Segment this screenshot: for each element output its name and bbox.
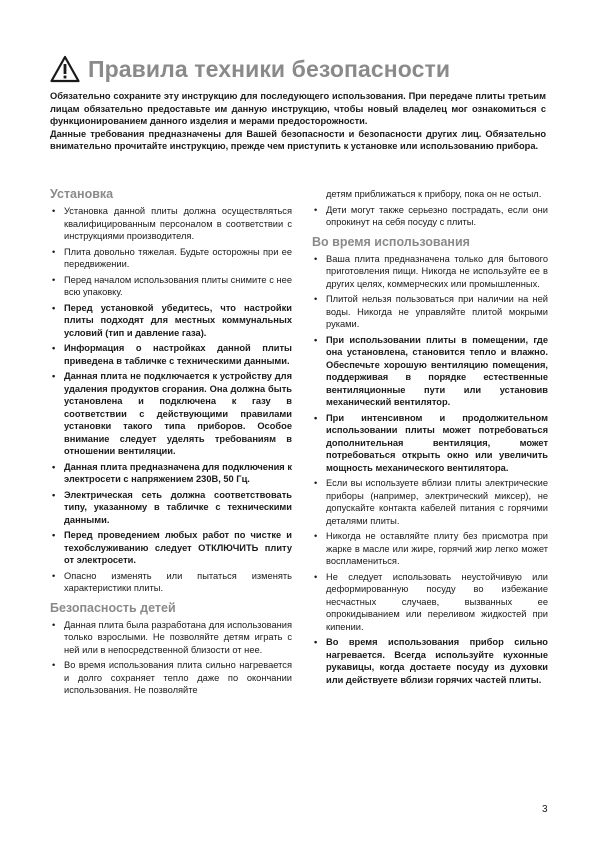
installation-list bbox=[50, 205, 292, 595]
list-item: • При интенсивном и продолжительном использовании плиты может потребоваться дополнительная вентиляция, может потребоваться открыть окно или увеличить мощность механического вентилятора. bbox=[312, 412, 548, 475]
right-column bbox=[312, 188, 548, 689]
intro-block bbox=[50, 90, 546, 153]
list-item: • Опасно изменять или пытаться изменять характеристики плиты. bbox=[50, 570, 292, 595]
list-item: • Данная плита была разработана для использования только взрослыми. Не позволяйте детям играть с ней или в непосредственной близости от нее. bbox=[50, 619, 292, 657]
section-heading-installation: Установка bbox=[50, 187, 114, 201]
child-safety-list bbox=[50, 619, 292, 697]
list-item: • Никогда не оставляйте плиту без присмотра при жарке в масле или жире, горячий жир легко может воспламениться. bbox=[312, 530, 548, 568]
left-column bbox=[50, 187, 292, 700]
page-number: 3 bbox=[542, 804, 548, 815]
list-item: • Перед началом использования плиты снимите с нее всю упаковку. bbox=[50, 274, 292, 299]
list-item: • Дети могут также серьезно пострадать, если они опрокинут на себя посуду с плиты. bbox=[312, 204, 548, 229]
list-item: • Перед установкой убедитесь, что настройки плиты подходят для местных коммунальных условий (тип и давление газа). bbox=[50, 302, 292, 340]
section-heading-during-use: Во время использования bbox=[312, 234, 470, 249]
list-item: • Перед проведением любых работ по чистке и техобслуживанию следует ОТКЛЮЧИТЬ плиту от электросети. bbox=[50, 529, 292, 567]
intro-paragraph: Данные требования предназначены для Вашей безопасности и безопасности других лиц. Обязательно внимательно прочитайте инструкцию, прежде чем приступить к установке или использованию прибора. bbox=[50, 128, 546, 152]
list-item: • Плита довольно тяжелая. Будьте осторожны при ее передвижении. bbox=[50, 246, 292, 271]
section-heading-child-safety: Безопасность детей bbox=[50, 600, 176, 615]
list-item: • Во время использования плита сильно нагревается и долго сохраняет тепло даже по окончании использования. Не позволяйте bbox=[50, 659, 292, 697]
list-item: • Установка данной плиты должна осуществляться квалифицированным персоналом в соответствии с инструкциями производителя. bbox=[50, 205, 292, 243]
list-item: • Электрическая сеть должна соответствовать типу, указанному в табличке с техническими данными. bbox=[50, 489, 292, 527]
child-safety-list-continued bbox=[312, 188, 548, 229]
list-item: • Данная плита предназначена для подключения к электросети с напряжением 230В, 50 Гц. bbox=[50, 461, 292, 486]
intro-paragraph: Обязательно сохраните эту инструкцию для последующего использования. При передаче плиты третьим лицам обязательно предоставьте им данную инструкцию, чтобы новый владелец мог ознакомиться с функционированием данного изделия и мерами предосторожности. bbox=[50, 91, 546, 127]
list-item: • Информация о настройках данной плиты приведена в табличке с техническими данными. bbox=[50, 342, 292, 367]
list-item: • Ваша плита предназначена только для бытового приготовления пищи. Никогда не используйте ее в других целях, коммерческих или промышленных. bbox=[312, 253, 548, 291]
during-use-list bbox=[312, 253, 548, 687]
list-item: • При использовании плиты в помещении, где она установлена, становится тепло и влажно. Обеспечьте хорошую вентиляцию помещения, поддерживая в порядке естественные вентиляционные пути или установив механический вентилятор. bbox=[312, 334, 548, 409]
list-item: • Данная плита не подключается к устройству для удаления продуктов сгорания. Она должна быть установлена и подключена к газу в соответствии с действующими правилами установки такого типа приборов. Особое внимание следует уделять требованиям в отношении вентиляции. bbox=[50, 370, 292, 458]
title-row bbox=[50, 52, 550, 86]
list-item-continuation: детям приближаться к прибору, пока он не остыл. bbox=[326, 189, 542, 199]
warning-triangle-icon bbox=[50, 55, 80, 83]
list-item: • Плитой нельзя пользоваться при наличии на ней воды. Никогда не управляйте плитой мокрыми руками. bbox=[312, 293, 548, 331]
list-item: • Не следует использовать неустойчивую или деформированную посуду во избежание несчастных случаев, вызванных ее опрокидыванием или переливом жидкостей при кипении. bbox=[312, 571, 548, 634]
page-title: Правила техники безопасности bbox=[88, 55, 451, 82]
list-item: • Во время использования прибор сильно нагревается. Всегда используйте кухонные рукавицы, когда достаете посуду из духовки или действуете вблизи горячих частей плиты. bbox=[312, 636, 548, 686]
list-item: • Если вы используете вблизи плиты электрические приборы (например, электрический миксер), не допускайте контакта кабелей питания с горячими деталями плиты. bbox=[312, 477, 548, 527]
